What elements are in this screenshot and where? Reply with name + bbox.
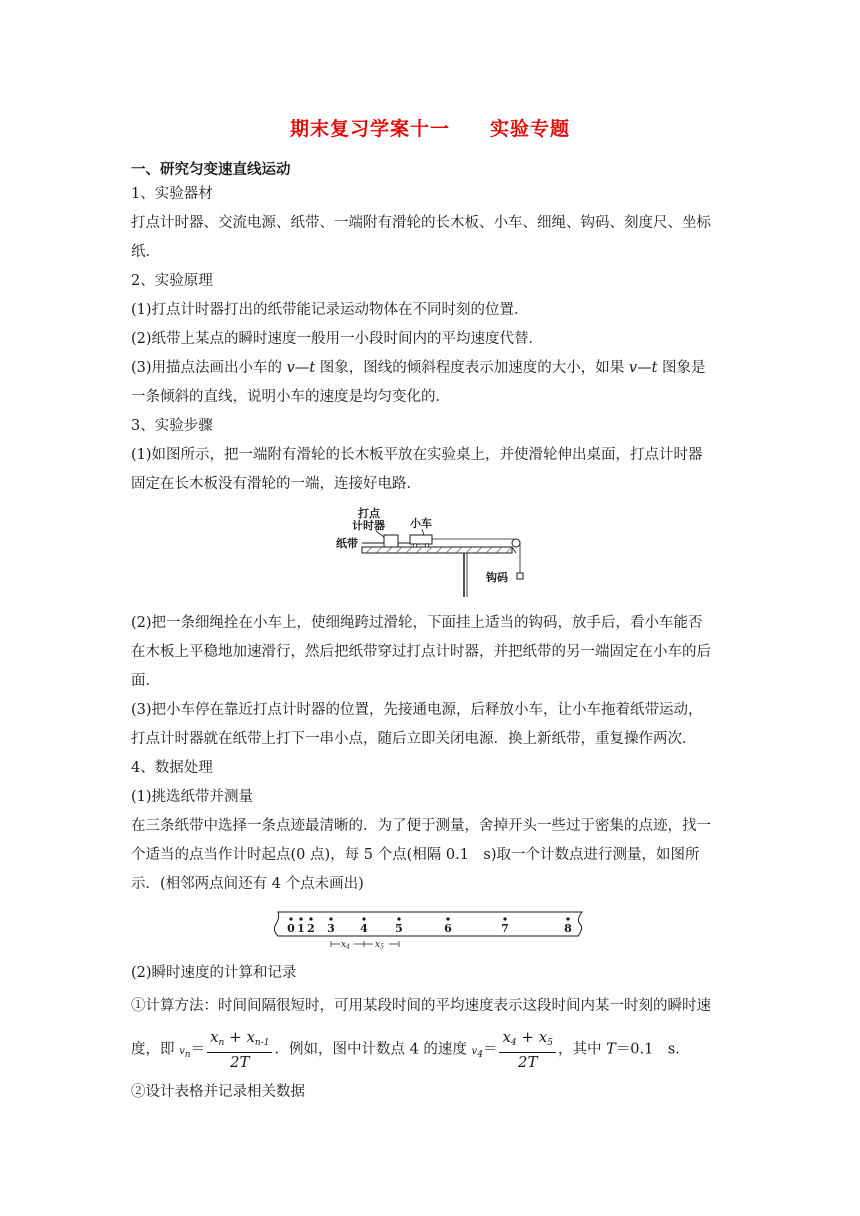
tape-point-label-8: 8	[564, 922, 572, 935]
text: (3)用描点法画出小车的	[131, 360, 287, 376]
formula-v4-numerator: $x_4 + x_5$	[499, 1028, 556, 1053]
symbol-t: t	[309, 360, 316, 376]
tape-point-label-4: 4	[360, 922, 368, 935]
principle-item-3-line-1	[131, 358, 706, 378]
tape-outline	[274, 912, 582, 936]
label-tape: 纸带	[336, 537, 358, 550]
text: 图象，图线的倾斜程度表示加速度的大小，如果	[315, 360, 629, 376]
tape-point-label-1: 1	[297, 922, 305, 935]
tape-dot-2	[309, 917, 312, 920]
step-1-line-1: (1)如图所示，把一端附有滑轮的长木板平放在实验桌上，并使滑轮伸出桌面，打点计时器	[131, 447, 703, 463]
tape-point-label-2: 2	[307, 922, 315, 935]
formula-vn-denominator: 2T	[229, 1053, 250, 1071]
dash: —	[294, 360, 310, 376]
tape-point-label-0: 0	[287, 922, 295, 935]
tape-dot-8	[566, 917, 569, 920]
text: 图象是	[657, 360, 706, 376]
text: ，其中	[557, 1041, 607, 1058]
apparatus-diagram	[336, 505, 536, 597]
label-weight: 钩码	[486, 571, 508, 584]
page-title: 期末复习学案十一 实验专题	[289, 118, 570, 140]
data-item-2-line-2	[131, 1028, 690, 1073]
formula-v4-denominator: 2T	[517, 1053, 538, 1071]
subsection-materials-heading: 1、实验器材	[131, 186, 213, 202]
tape-dot-3	[329, 917, 332, 920]
paper-tape-diagram	[270, 910, 585, 950]
step-3-line-1: (3)把小车停在靠近打点计时器的位置，先接通电源，后释放小车，让小车拖着纸带运动，	[131, 702, 703, 718]
tape-point-label-3: 3	[327, 922, 335, 935]
tape-dot-4	[362, 917, 365, 920]
text: 度，即	[131, 1041, 180, 1058]
step-3-line-2: 打点计时器就在纸带上打下一串小点，随后立即关闭电源．换上新纸带，重复操作两次．	[131, 731, 697, 747]
tape-dot-5	[397, 917, 400, 920]
symbol-T: T	[606, 1041, 616, 1058]
subsection-principle-heading: 2、实验原理	[131, 273, 213, 289]
subsection-data-heading: 4、数据处理	[131, 760, 213, 776]
symbol-t: t	[651, 360, 658, 376]
tape-dot-0	[289, 917, 292, 920]
formula-vn	[207, 1028, 272, 1071]
dash: —	[637, 360, 652, 376]
car	[410, 535, 432, 544]
x5-label: x5	[375, 940, 384, 950]
text: ＝0.1 s．	[615, 1041, 690, 1058]
step-1-line-2: 固定在长木板没有滑轮的一端，连接好电路．	[131, 476, 421, 492]
section-heading: 一、研究匀变速直线运动	[131, 161, 291, 178]
formula-vn-numerator: $x_n + x_{n-1}$	[207, 1028, 272, 1053]
x4-label: x4	[341, 940, 350, 950]
label-timer-line-2: 计时器	[352, 519, 385, 532]
data-item-1-line-3: 示．(相邻两点间还有 4 个点未画出)	[131, 876, 364, 892]
data-item-1-line-1: 在三条纸带中选择一条点迹最清晰的．为了便于测量，舍掉开头一些过于密集的点迹，找一	[131, 818, 711, 834]
tape-dot-7	[503, 917, 506, 920]
pulley	[512, 539, 520, 547]
equals: ＝	[482, 1041, 498, 1058]
tape-point-label-6: 6	[444, 922, 452, 935]
step-2-line-1: (2)把一条细绳拴在小车上，使细绳跨过滑轮，下面挂上适当的钩码，放手后，看小车能否	[131, 615, 703, 631]
step-2-line-3: 面．	[131, 673, 160, 689]
label-car: 小车	[410, 517, 432, 530]
data-item-2-line-1: ①计算方法：时间间隔很短时，可用某段时间的平均速度表示这段时间内某一时刻的瞬时速	[131, 998, 711, 1014]
tape-point-label-7: 7	[501, 922, 509, 935]
data-item-2-heading: (2)瞬时速度的计算和记录	[131, 965, 297, 981]
symbol-v4: v4	[471, 1045, 483, 1060]
principle-item-2: (2)纸带上某点的瞬时速度一般用一小段时间内的平均速度代替．	[131, 331, 544, 347]
tape-dot-1	[299, 917, 302, 920]
label-timer-line-1: 打点	[358, 507, 380, 520]
symbol-v: v	[286, 360, 295, 376]
data-item-2-line-3: ②设计表格并记录相关数据	[131, 1084, 305, 1100]
data-item-1-heading: (1)挑选纸带并测量	[131, 789, 254, 805]
equals: ＝	[190, 1041, 206, 1058]
principle-item-1: (1)打点计时器打出的纸带能记录运动物体在不同时刻的位置．	[131, 302, 529, 318]
step-2-line-2: 在木板上平稳地加速滑行，然后把纸带穿过打点计时器，并把纸带的另一端固定在小车的后	[131, 644, 711, 660]
symbol-v: v	[628, 360, 638, 376]
formula-v4	[499, 1028, 556, 1071]
text: ．例如，图中计数点 4 的速度	[274, 1041, 472, 1058]
principle-item-3-line-2: 一条倾斜的直线，说明小车的速度是均匀变化的．	[131, 389, 450, 405]
subsection-steps-heading: 3、实验步骤	[131, 418, 213, 434]
materials-line-2: 纸．	[131, 244, 160, 260]
hook-weight	[517, 573, 523, 579]
tape-point-label-5: 5	[395, 922, 403, 935]
data-item-1-line-2: 个适当的点当作计时起点(0 点)，每 5 个点(相隔 0.1 s)取一个计数点进行测量，如图所	[131, 847, 700, 863]
symbol-vn: vn	[179, 1045, 191, 1060]
tape-dot-6	[446, 917, 449, 920]
materials-line-1: 打点计时器、交流电源、纸带、一端附有滑轮的长木板、小车、细绳、钩码、刻度尺、坐标	[131, 215, 711, 231]
timer-device	[384, 535, 398, 547]
